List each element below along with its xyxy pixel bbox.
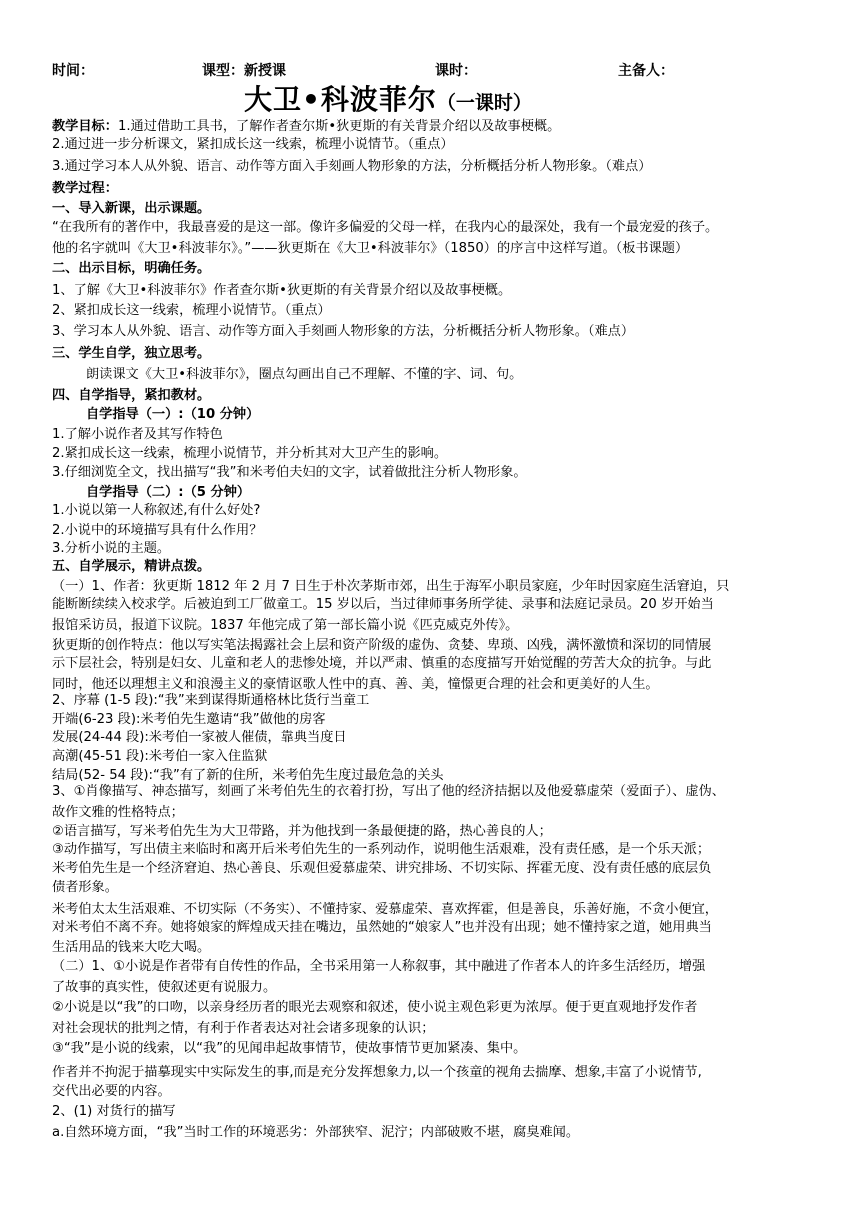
line-text: 1.通过借助工具书，了解作者查尔斯•狄更斯的有关背景介绍以及故事梗概。 bbox=[117, 119, 561, 134]
text-line bbox=[52, 637, 812, 655]
bold-heading: 教学目标： bbox=[52, 119, 118, 134]
text-line bbox=[52, 1064, 812, 1082]
line-text: 对社会现状的批判之情，有利于作者表达对社会诸多现象的认识； bbox=[52, 1021, 435, 1036]
line-text: 3、学习本人从外貌、语言、动作等方面入手刻画人物形象的方法，分析概括分析人物形象。（难点） bbox=[52, 324, 635, 339]
text-line bbox=[52, 522, 812, 540]
line-text: 2、序幕 (1-5 段):“我”来到谋得斯通格林比货行当童工 bbox=[52, 693, 370, 708]
line-text: 3.通过学习本人从外貌、语言、动作等方面入手刻画人物形象的方法，分析概括分析人物形象。（难点） bbox=[52, 159, 652, 174]
text-line bbox=[52, 999, 812, 1017]
text-line bbox=[52, 323, 812, 341]
line-text: 2、紧扣成长这一线索，梳理小说情节。（重点） bbox=[52, 303, 331, 318]
bold-heading: 二、出示目标，明确任务。 bbox=[52, 261, 211, 276]
line-text: 对米考伯不离不弃。她将娘家的辉煌成天挂在嘴边，虽然她的“娘家人”也并没有出现；她不懂持家之道，她用典当 bbox=[52, 920, 712, 935]
line-text: a.自然环境方面，“我”当时工作的环境恶劣：外部狭窄、泥泞；内部破败不堪，腐臭难闻。 bbox=[52, 1125, 580, 1140]
text-line bbox=[52, 729, 812, 747]
bold-heading: 教学过程： bbox=[52, 181, 118, 196]
text-line bbox=[52, 118, 812, 136]
text-line bbox=[52, 240, 812, 258]
line-text: 1.了解小说作者及其写作特色 bbox=[52, 427, 223, 442]
text-line bbox=[52, 200, 812, 218]
line-text: 了故事的真实性，使叙述更有说服力。 bbox=[52, 980, 277, 995]
line-text: 2.紧扣成长这一线索，梳理小说情节，并分析其对大卫产生的影响。 bbox=[52, 446, 448, 461]
line-text: 债者形象。 bbox=[52, 880, 118, 895]
text-line bbox=[52, 655, 812, 673]
text-line bbox=[52, 136, 812, 154]
text-line bbox=[52, 1083, 812, 1101]
line-text: 生活用品的钱来大吃大喝。 bbox=[52, 940, 211, 955]
text-line bbox=[52, 939, 812, 957]
text-line bbox=[52, 558, 812, 576]
text-line bbox=[52, 158, 812, 176]
text-line bbox=[52, 578, 812, 596]
title-sub: （一课时） bbox=[436, 92, 532, 114]
text-line bbox=[52, 426, 812, 444]
header-preparer: 主备人： bbox=[618, 63, 674, 79]
text-line bbox=[86, 406, 846, 424]
text-line bbox=[52, 260, 812, 278]
text-line bbox=[52, 823, 812, 841]
line-text: 发展(24-44 段):米考伯一家被人催债，靠典当度日 bbox=[52, 730, 347, 745]
text-line bbox=[52, 464, 812, 482]
text-line bbox=[52, 445, 812, 463]
text-line bbox=[52, 879, 812, 897]
text-line bbox=[52, 979, 812, 997]
line-text: 开端(6-23 段):米考伯先生邀请“我”做他的房客 bbox=[52, 712, 326, 727]
text-line bbox=[52, 958, 812, 976]
text-line bbox=[52, 282, 812, 300]
line-text: ②语言描写，写米考伯先生为大卫带路，并为他找到一条最便捷的路，热心善良的人； bbox=[52, 824, 552, 839]
bold-heading: 自学指导（一）:（10 分钟） bbox=[86, 407, 260, 422]
text-line bbox=[86, 484, 846, 502]
line-text: ②小说是以“我”的口吻，以亲身经历者的眼光去观察和叙述，使小说主观色彩更为浓厚。便于更直观地抒发作者 bbox=[52, 1000, 698, 1015]
text-line bbox=[52, 180, 812, 198]
text-line bbox=[52, 1103, 812, 1121]
text-line bbox=[52, 919, 812, 937]
text-line bbox=[52, 596, 812, 614]
page-title bbox=[244, 78, 532, 118]
line-text: 能断断续续入校求学。后被迫到工厂做童工。15 岁以后，当过律师事务所学徒、录事和法庭记录员。20 岁开始当 bbox=[52, 597, 714, 612]
text-line bbox=[52, 1124, 812, 1142]
line-text: 1、了解《大卫•科波菲尔》作者查尔斯•狄更斯的有关背景介绍以及故事梗概。 bbox=[52, 283, 512, 298]
line-text: 结局(52- 54 段):“我”有了新的住所，米考伯先生度过最危急的关头 bbox=[52, 768, 444, 783]
bold-heading: 五、自学展示，精讲点拨。 bbox=[52, 559, 211, 574]
text-line bbox=[52, 783, 812, 801]
title-main: 大卫•科波菲尔 bbox=[244, 83, 437, 116]
line-text: 同时，他还以理想主义和浪漫主义的豪情讴歌人性中的真、善、美，憧憬更合理的社会和更美好的人生。 bbox=[52, 677, 659, 692]
bold-heading: 四、自学指导，紧扣教材。 bbox=[52, 388, 211, 403]
line-text: ③动作描写，写出债主来临时和离开后米考伯先生的一系列动作，说明他生活艰难，没有责任感，是一个乐天派； bbox=[52, 842, 711, 857]
line-text: 示下层社会，特别是妇女、儿童和老人的悲惨处境，并以严肃、慎重的态度描写开始觉醒的劳苦大众的抗争。与此 bbox=[52, 656, 712, 671]
line-text: （二）1、①小说是作者带有自传性的作品，全书采用第一人称叙事，其中融进了作者本人的许多生活经历，增强 bbox=[52, 959, 706, 974]
line-text: 3、①肖像描写、神态描写，刻画了米考伯先生的衣着打扮，写出了他的经济拮据以及他爱慕虚荣（爱面子）、虚伪、 bbox=[52, 784, 725, 799]
text-line bbox=[52, 901, 812, 919]
line-text: 交代出必要的内容。 bbox=[52, 1084, 171, 1099]
line-text: 作者并不拘泥于描摹现实中实际发生的事,而是充分发挥想象力,以一个孩童的视角去揣摩、想象,丰富了小说情节, bbox=[52, 1065, 702, 1080]
header-time: 时间： bbox=[52, 63, 94, 79]
line-text: 米考伯太太生活艰难、不切实际（不务实）、不懂持家、爱慕虚荣、喜欢挥霍，但是善良，乐善好施，不贪小便宜， bbox=[52, 902, 718, 917]
text-line bbox=[52, 617, 812, 635]
text-line bbox=[52, 219, 812, 237]
text-line bbox=[52, 860, 812, 878]
line-text: 3.仔细浏览全文，找出描写“我”和米考伯夫妇的文字，试着做批注分析人物形象。 bbox=[52, 465, 527, 480]
text-line bbox=[52, 1020, 812, 1038]
line-text: 高潮(45-51 段):米考伯一家入住监狱 bbox=[52, 749, 268, 764]
line-text: 1.小说以第一人称叙述,有什么好处? bbox=[52, 503, 261, 518]
text-line bbox=[52, 387, 812, 405]
text-line bbox=[52, 302, 812, 320]
text-line bbox=[52, 748, 812, 766]
text-line bbox=[52, 502, 812, 520]
bold-heading: 自学指导（二）:（5 分钟） bbox=[86, 485, 251, 500]
line-text: （一）1、作者：狄更斯 1812 年 2 月 7 日生于朴次茅斯市郊，出生于海军小职员家庭，少年时因家庭生活窘迫，只 bbox=[52, 579, 730, 594]
bold-heading: 三、学生自学，独立思考。 bbox=[52, 346, 211, 361]
line-text: 米考伯先生是一个经济窘迫、热心善良、乐观但爱慕虚荣、讲究排场、不切实际、挥霍无度、没有责任感的底层负 bbox=[52, 861, 712, 876]
text-line bbox=[52, 1040, 812, 1058]
text-line bbox=[52, 345, 812, 363]
line-text: 狄更斯的创作特点：他以写实笔法揭露社会上层和资产阶级的虚伪、贪婪、卑琐、凶残，满怀激愤和深切的同情展 bbox=[52, 638, 712, 653]
bold-heading: 一、导入新课，出示课题。 bbox=[52, 201, 211, 216]
line-text: ③“我”是小说的线索，以“我”的见闻串起故事情节，使故事情节更加紧凑、集中。 bbox=[52, 1041, 527, 1056]
line-text: 2.通过进一步分析课文，紧扣成长这一线索，梳理小说情节。（重点） bbox=[52, 137, 454, 152]
text-line bbox=[52, 841, 812, 859]
text-line bbox=[52, 692, 812, 710]
header-period: 课时： bbox=[435, 63, 477, 79]
line-text: 2.小说中的环境描写具有什么作用？ bbox=[52, 523, 263, 538]
header-lesson-type: 课型：新授课 bbox=[202, 63, 286, 79]
line-text: 故作文雅的性格特点； bbox=[52, 805, 184, 820]
text-line bbox=[86, 366, 846, 384]
line-text: 2、(1) 对货行的描写 bbox=[52, 1104, 176, 1119]
line-text: “在我所有的著作中，我最喜爱的是这一部。像许多偏爱的父母一样，在我内心的最深处，我有一个最宠爱的孩子。 bbox=[52, 220, 719, 235]
text-line bbox=[52, 540, 812, 558]
line-text: 他的名字就叫《大卫•科波菲尔》。”——狄更斯在《大卫•科波菲尔》（1850）的序言中这样写道。（板书课题） bbox=[52, 241, 689, 256]
line-text: 报馆采访员，报道下议院。1837 年他完成了第一部长篇小说《匹克威克外传》。 bbox=[52, 618, 519, 633]
text-line bbox=[52, 711, 812, 729]
line-text: 朗读课文《大卫•科波菲尔》，圈点勾画出自己不理解、不懂的字、词、句。 bbox=[86, 367, 523, 382]
text-line bbox=[52, 804, 812, 822]
line-text: 3.分析小说的主题。 bbox=[52, 541, 171, 556]
